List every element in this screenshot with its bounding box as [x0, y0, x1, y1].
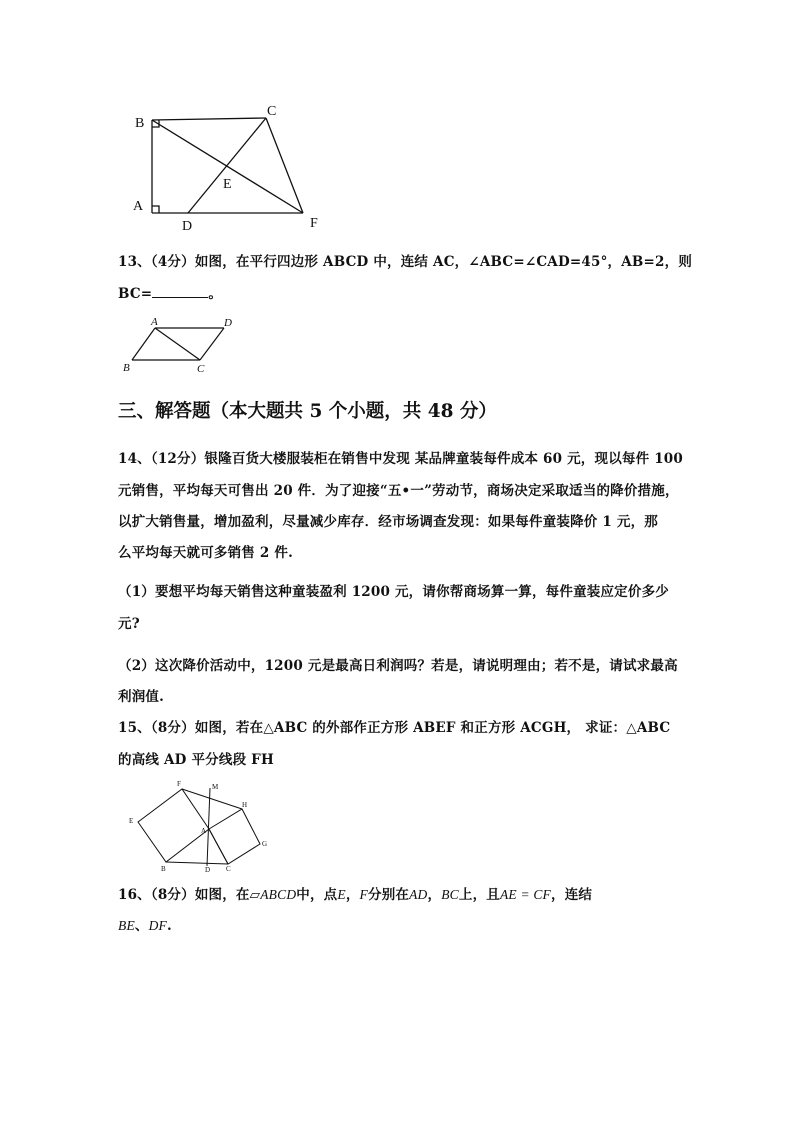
- q14-line-3: 以扩大销售量，增加盈利，尽量减少库存．经市场调查发现：如果每件童装降价 1 元，那: [118, 514, 658, 530]
- segment-bc: [152, 118, 266, 120]
- label-b: B: [123, 362, 130, 374]
- q14-part1-line-2: 元?: [118, 616, 140, 632]
- q13-line-1: 13、（4分）如图，在平行四边形 ABCD 中，连结 AC，∠ABC=∠CAD=45°，AB=2，则: [118, 254, 693, 270]
- q15-line-1: 15、（8分）如图，若在△ABC 的外部作正方形 ABEF 和正方形 ACGH， 求证：△ABC: [118, 720, 671, 736]
- q16-end: ，连结: [551, 887, 593, 903]
- label-b: B: [161, 865, 166, 873]
- q15-line-2: 的高线 AD 平分线段 FH: [118, 752, 274, 768]
- q16-line2-end: .: [167, 918, 172, 934]
- q16-df: DF: [148, 918, 168, 933]
- q14-part2-line-2: 利润值.: [118, 689, 164, 705]
- segment-bc: [166, 862, 228, 864]
- figure-trapezoid-bcfa: [125, 100, 340, 235]
- label-h: H: [242, 801, 248, 809]
- parallelogram-symbol: ▱: [249, 887, 261, 903]
- figure-parallelogram-abcd: [118, 312, 243, 378]
- label-a: A: [201, 827, 207, 835]
- q16-e: E: [337, 887, 346, 902]
- figure-squares-on-triangle: [125, 778, 273, 874]
- label-d: D: [205, 866, 211, 874]
- q16-equation: AE = CF: [499, 887, 551, 902]
- q16-f: F: [359, 887, 368, 902]
- q16-sep: ，: [345, 887, 360, 903]
- section-3-heading: 三、解答题（本大题共 5 个小题，共 48 分）: [118, 401, 497, 422]
- label-a: A: [151, 316, 158, 328]
- label-b: B: [135, 116, 145, 131]
- q16-mid3: 上，且: [458, 887, 500, 903]
- q16-abcd: ABCD: [260, 887, 297, 902]
- q16-line-1: [118, 883, 592, 903]
- label-m: M: [212, 783, 219, 791]
- label-d: D: [224, 317, 232, 329]
- segment-dc: [188, 118, 266, 213]
- label-d: D: [182, 219, 193, 234]
- q16-line-2: [118, 914, 172, 934]
- q16-prefix: 16、（8分）如图，在: [118, 887, 250, 903]
- q16-bc: BC: [441, 887, 459, 902]
- q14-part1-line-1: （1）要想平均每天销售这种童装盈利 1200 元，请你帮商场算一算，每件童装应定价多少: [118, 584, 669, 600]
- q16-line2-sep: 、: [134, 918, 149, 934]
- q14-line-4: 么平均每天就可多销售 2 件.: [118, 545, 293, 561]
- segment-ac: [209, 829, 228, 864]
- label-f: F: [177, 780, 181, 788]
- label-g: G: [262, 840, 268, 848]
- label-e: E: [223, 177, 232, 192]
- label-c: C: [226, 865, 231, 873]
- segment-ac: [155, 328, 200, 360]
- square-abef: [138, 789, 209, 862]
- label-f: F: [310, 216, 318, 231]
- q13-line-2: [118, 282, 222, 302]
- segment-dc: [200, 328, 224, 360]
- segment-fh: [182, 789, 242, 809]
- label-a: A: [133, 199, 144, 214]
- q16-mid2: 分别在: [368, 887, 410, 903]
- segment-ab: [132, 328, 155, 360]
- answer-blank: [152, 283, 208, 298]
- q16-ad: AD: [409, 887, 428, 902]
- right-angle-mark-a: [152, 206, 159, 213]
- label-e: E: [129, 817, 134, 825]
- q13-period: 。: [208, 286, 223, 302]
- q13-bc-prefix: BC=: [118, 286, 153, 302]
- segment-bf: [152, 120, 303, 213]
- square-acgh: [209, 809, 260, 864]
- q14-part2-line-1: （2）这次降价活动中，1200 元是最高日利润吗？若是，请说明理由；若不是，请试求最高: [118, 658, 678, 674]
- q14-line-2: 元销售，平均每天可售出 20 件．为了迎接“五•一”劳动节，商场决定采取适当的降价措施，: [118, 483, 679, 499]
- label-c: C: [197, 363, 205, 375]
- segment-cf: [266, 118, 303, 213]
- q16-comma: ，: [427, 887, 442, 903]
- q16-be: BE: [118, 918, 135, 933]
- label-c: C: [267, 104, 277, 119]
- q14-line-1: 14、（12分）银隆百货大楼服装柜在销售中发现 某品牌童装每件成本 60 元，现以每件 100: [118, 451, 683, 467]
- q16-mid1: 中，点: [296, 887, 338, 903]
